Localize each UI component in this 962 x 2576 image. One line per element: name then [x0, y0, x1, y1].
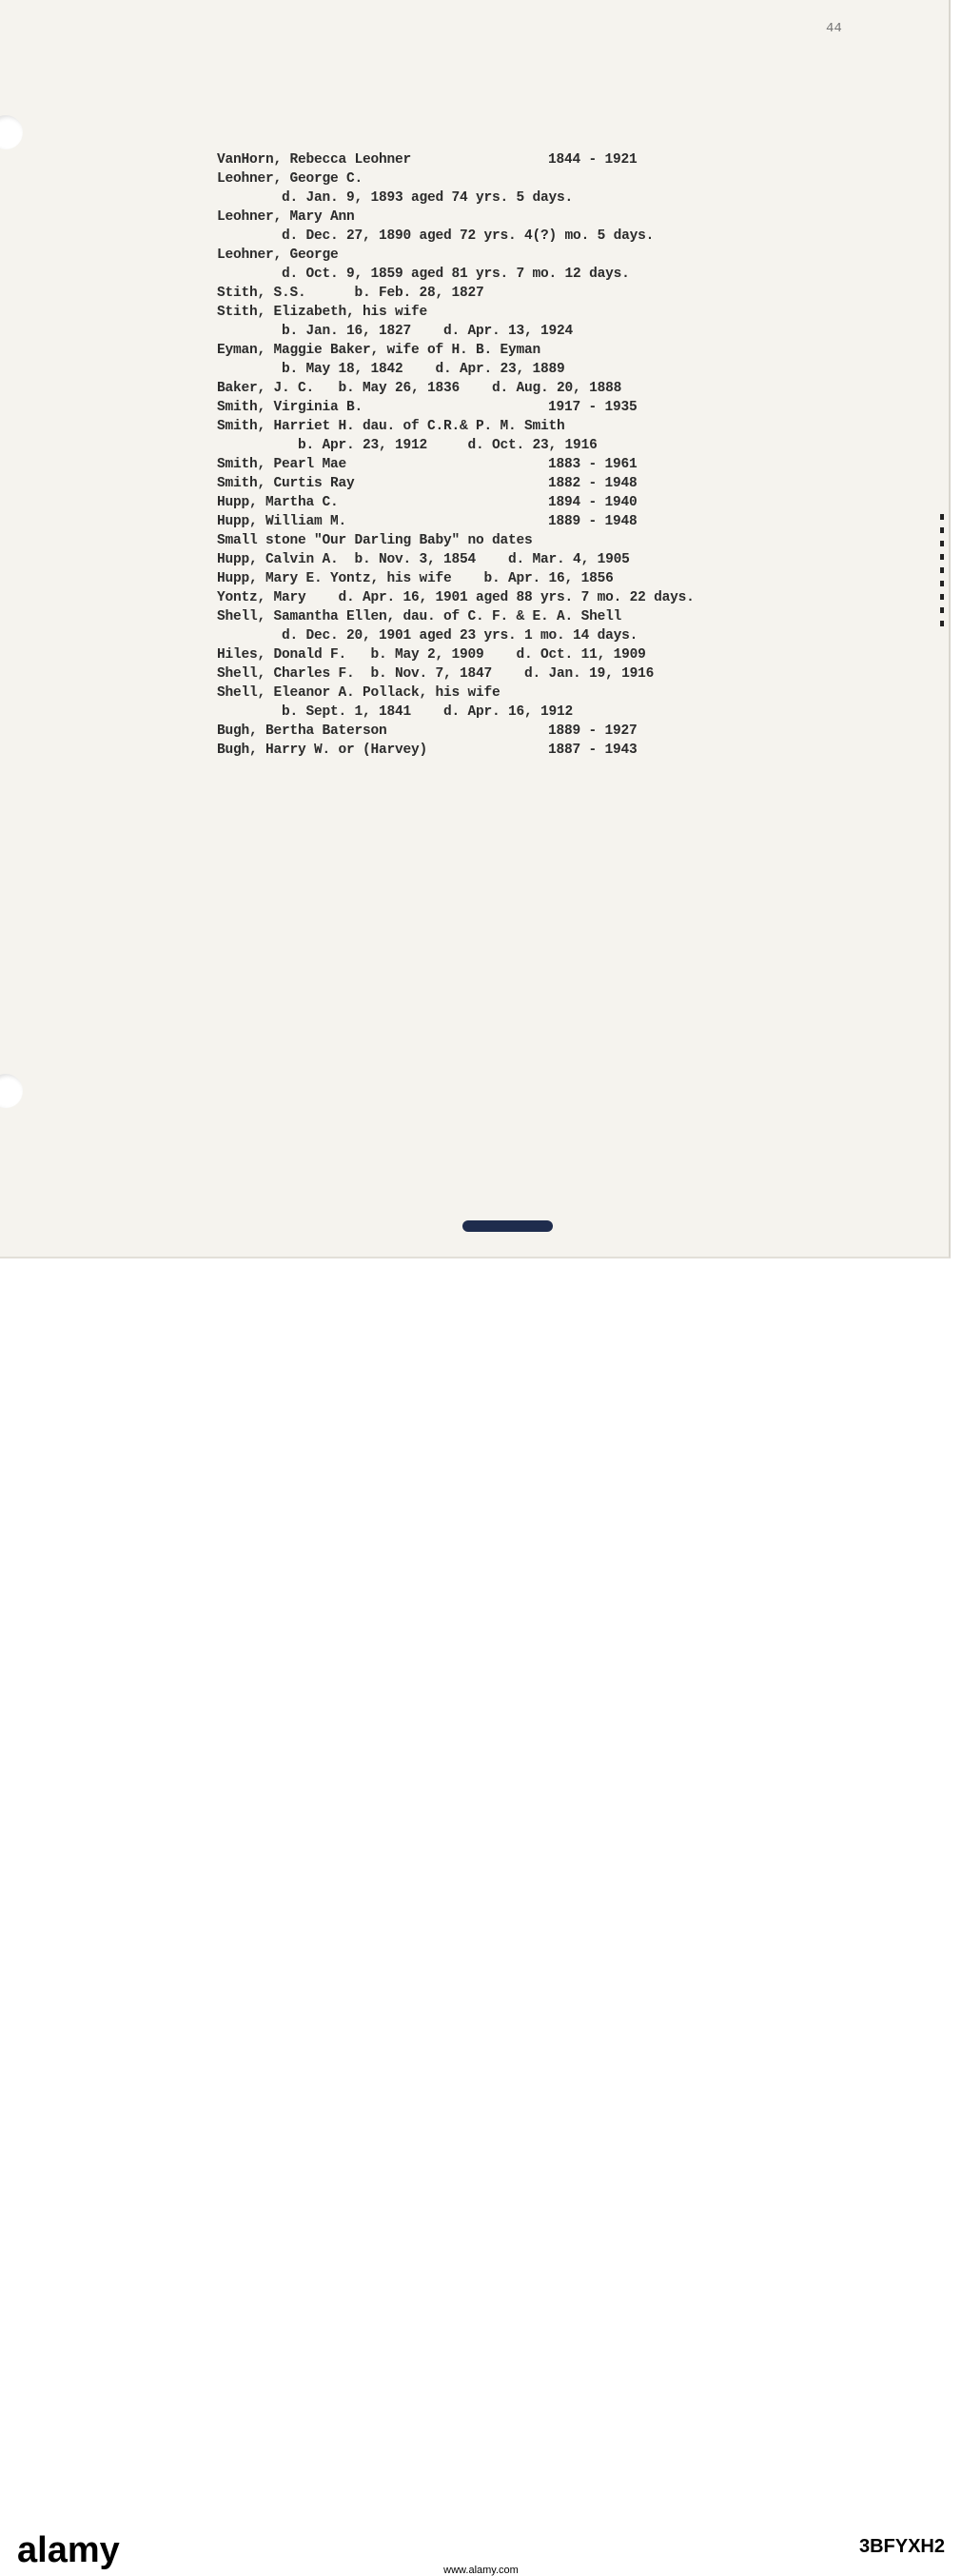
record-text: b. Apr. 23, 1912 d. Oct. 23, 1916 — [217, 438, 598, 453]
record-text: Stith, S.S. b. Feb. 28, 1827 — [217, 286, 484, 301]
record-text: Smith, Virginia B. — [217, 400, 363, 415]
record-text: Hupp, Mary E. Yontz, his wife b. Apr. 16, 1856 — [217, 571, 614, 586]
record-dates: 1889 - 1948 — [548, 514, 638, 529]
record-dates: 1889 - 1927 — [548, 723, 638, 739]
record-text: Baker, J. C. b. May 26, 1836 d. Aug. 20, 1888 — [217, 381, 622, 396]
record-text: d. Dec. 27, 1890 aged 72 yrs. 4(?) mo. 5 days. — [217, 228, 655, 244]
record-dates: 1883 - 1961 — [548, 457, 638, 472]
record-text: b. Sept. 1, 1841 d. Apr. 16, 1912 — [217, 704, 574, 720]
record-text: d. Jan. 9, 1893 aged 74 yrs. 5 days. — [217, 190, 574, 206]
record-text: Leohner, George C. — [217, 171, 363, 187]
record-text: Hupp, William M. — [217, 514, 347, 529]
stock-footer — [0, 1258, 962, 2576]
record-dates: 1917 - 1935 — [548, 400, 638, 415]
edge-marks — [940, 514, 944, 628]
record-text: Hupp, Martha C. — [217, 495, 339, 510]
record-dates: 1894 - 1940 — [548, 495, 638, 510]
record-text: Leohner, Mary Ann — [217, 209, 355, 225]
record-text: d. Dec. 20, 1901 aged 23 yrs. 1 mo. 14 days. — [217, 628, 638, 644]
record-text: Shell, Charles F. b. Nov. 7, 1847 d. Jan. 19, 1916 — [217, 666, 655, 682]
stock-logo: alamy — [17, 2530, 120, 2570]
record-text: Smith, Curtis Ray — [217, 476, 355, 491]
record-text: Bugh, Bertha Baterson — [217, 723, 387, 739]
record-text: VanHorn, Rebecca Leohner — [217, 152, 412, 168]
record-text: Smith, Harriet H. dau. of C.R.& P. M. Smith — [217, 419, 565, 434]
punch-hole-bottom — [0, 1074, 23, 1108]
record-dates: 1844 - 1921 — [548, 152, 638, 168]
document-page — [0, 0, 951, 1258]
record-text: d. Oct. 9, 1859 aged 81 yrs. 7 mo. 12 days. — [217, 267, 630, 282]
record-text: Shell, Samantha Ellen, dau. of C. F. & E. A. Shell — [217, 609, 622, 624]
punch-hole-top — [0, 115, 23, 149]
ink-smudge — [462, 1220, 553, 1232]
record-dates: 1887 - 1943 — [548, 743, 638, 758]
record-dates: 1882 - 1948 — [548, 476, 638, 491]
record-text: b. May 18, 1842 d. Apr. 23, 1889 — [217, 362, 565, 377]
stock-image-id: 3BFYXH2 — [858, 2536, 945, 2557]
record-text: Leohner, George — [217, 248, 339, 263]
record-text: b. Jan. 16, 1827 d. Apr. 13, 1924 — [217, 324, 574, 339]
record-text: Shell, Eleanor A. Pollack, his wife — [217, 685, 501, 701]
record-text: Small stone "Our Darling Baby" no dates — [217, 533, 533, 548]
record-text: Hiles, Donald F. b. May 2, 1909 d. Oct. 11, 1909 — [217, 647, 646, 663]
record-text: Smith, Pearl Mae — [217, 457, 347, 472]
record-text: Hupp, Calvin A. b. Nov. 3, 1854 d. Mar. 4, 1905 — [217, 552, 630, 567]
page-number: 44 — [826, 21, 842, 36]
record-text: Bugh, Harry W. or (Harvey) — [217, 743, 428, 758]
stock-url: www.alamy.com — [443, 2565, 519, 2576]
record-text: Stith, Elizabeth, his wife — [217, 305, 428, 320]
record-text: Yontz, Mary d. Apr. 16, 1901 aged 88 yrs. 7 mo. 22 days. — [217, 590, 695, 605]
record-text: Eyman, Maggie Baker, wife of H. B. Eyman — [217, 343, 541, 358]
